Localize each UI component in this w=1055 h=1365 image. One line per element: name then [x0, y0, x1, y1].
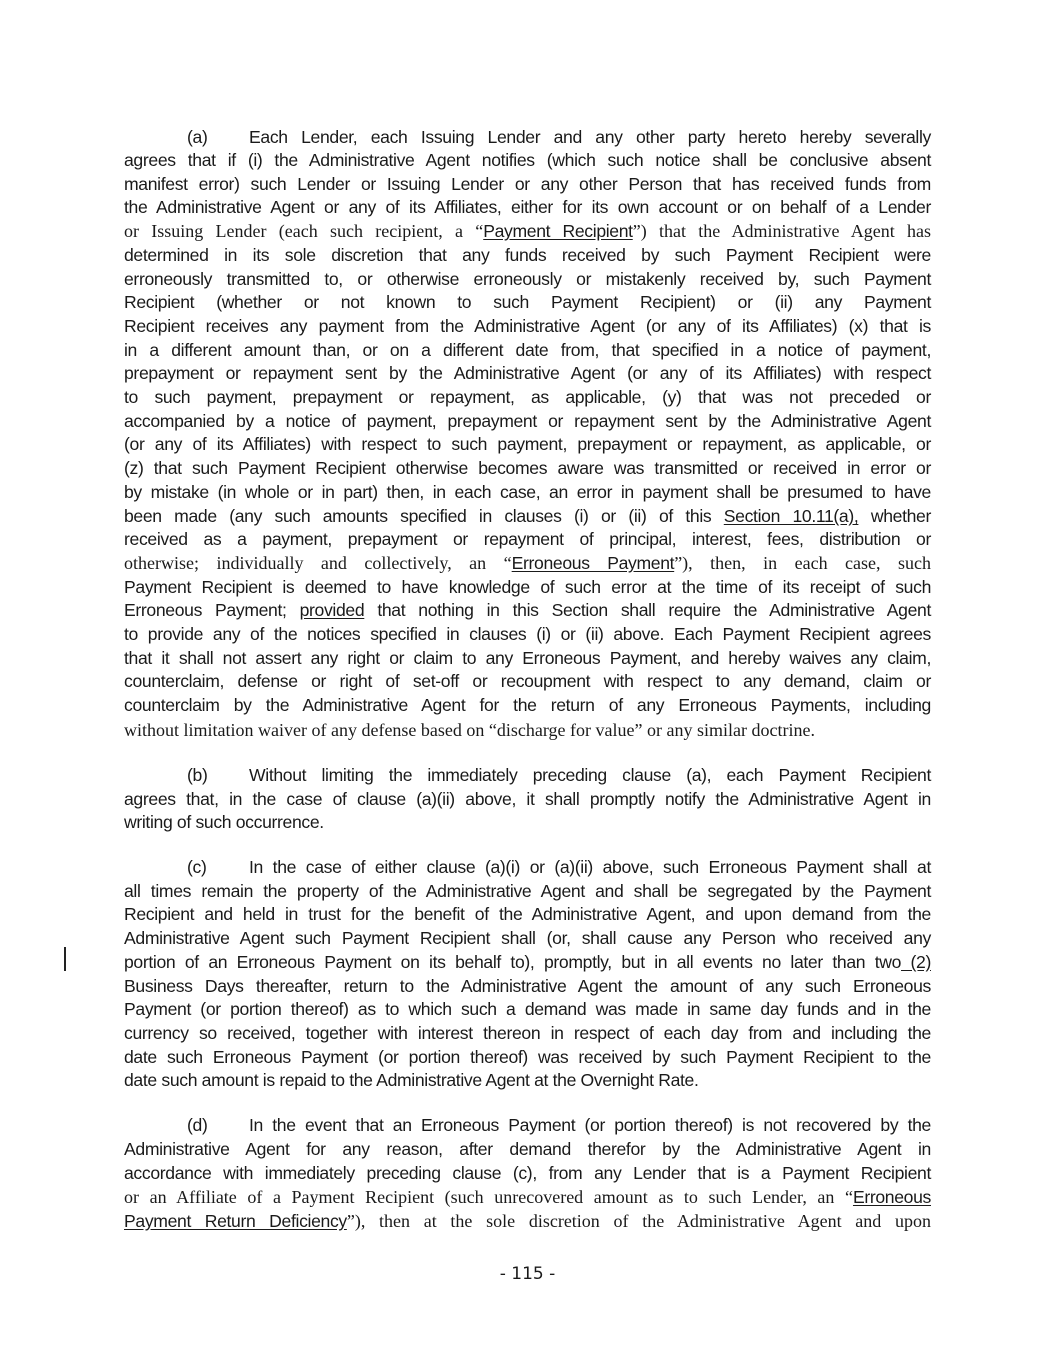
paragraph-c-line: date such Erroneous Payment (or portion thereof) was received by such Payment Recipient to the	[124, 1047, 931, 1067]
paragraph-a-line: Recipient (whether or not known to such Payment Recipient) or (ii) any Payment	[124, 292, 931, 312]
paragraph-c-line: Recipient and held in trust for the benefit of the Administrative Agent, and upon demand from the	[124, 904, 931, 924]
paragraph-a-line: to provide any of the notices specified in clauses (i) or (ii) above. Each Payment Recipient agrees	[124, 624, 931, 644]
paragraph-a-line: or Issuing Lender (each such recipient, a “Payment Recipient”) that the Administrative Agent has	[124, 221, 931, 241]
paragraph-d-line: or an Affiliate of a Payment Recipient (such unrecovered amount as to such Lender, an “Erroneous	[124, 1187, 931, 1207]
paragraph-c-line: currency so received, together with interest thereon in respect of each day from and including the	[124, 1023, 931, 1043]
clause-label: (b)	[187, 765, 208, 785]
paragraph-a-line: Payment Recipient is deemed to have knowledge of such error at the time of its receipt of such	[124, 577, 931, 597]
inserted-text-2: (2)	[901, 952, 931, 972]
paragraph-c-line: (c) In the case of either clause (a)(i) or (a)(ii) above, such Erroneous Payment shall at	[124, 856, 931, 879]
paragraph-d-line: accordance with immediately preceding clause (c), from any Lender that is a Payment Recipient	[124, 1163, 931, 1183]
paragraph-a-line: the Administrative Agent or any of its Affiliates, either for its own account or on behalf of a Lender	[124, 197, 931, 217]
paragraph-a-line: counterclaim, defense or right of set-off or recoupment with respect to any demand, claim or	[124, 671, 931, 691]
paragraph-a-line: without limitation waiver of any defense based on “discharge for value” or any similar doctrine.	[124, 720, 815, 740]
paragraph-a-line: (z) that such Payment Recipient otherwise becomes aware was transmitted or received in error or	[124, 458, 931, 478]
paragraph-a-line: counterclaim by the Administrative Agent for the return of any Erroneous Payments, including	[124, 695, 931, 715]
paragraph-d-line: (d) In the event that an Erroneous Payment (or portion thereof) is not recovered by the	[124, 1114, 931, 1137]
page-number: - 115 -	[499, 1264, 556, 1284]
paragraph-c-line: Business Days thereafter, return to the Administrative Agent the amount of any such Erroneous	[124, 976, 931, 996]
paragraph-a-line: by mistake (in whole or in part) then, in each case, an error in payment shall be presumed to have	[124, 482, 931, 502]
paragraph-a-line: manifest error) such Lender or Issuing Lender or any other Person that has received funds from	[124, 174, 931, 194]
provided-term: provided	[299, 600, 365, 620]
revision-change-bar	[64, 947, 66, 971]
paragraph-a-line: (a) Each Lender, each Issuing Lender and any other party hereto hereby severally	[124, 126, 931, 149]
defined-term-payment-recipient: Payment Recipient	[483, 221, 633, 241]
paragraph-a-line: erroneously transmitted to, or otherwise erroneously or mistakenly received by, such Payment	[124, 269, 931, 289]
paragraph-a-line: (or any of its Affiliates) with respect to such payment, prepayment or repayment, as applicable, or	[124, 434, 931, 454]
paragraph-b-line: (b) Without limiting the immediately preceding clause (a), each Payment Recipient	[124, 764, 931, 787]
clause-label: (c)	[187, 857, 207, 877]
paragraph-a-line: agrees that if (i) the Administrative Agent notifies (which such notice shall be conclusive absent	[124, 150, 931, 170]
paragraph-b-line: agrees that, in the case of clause (a)(ii) above, it shall promptly notify the Administrative Agent in	[124, 789, 931, 809]
paragraph-c-line: portion of an Erroneous Payment on its behalf to), promptly, but in all events no later than two (2)	[124, 952, 931, 972]
defined-term-erroneous-payment: Erroneous Payment	[511, 553, 675, 573]
clause-label: (d)	[187, 1115, 208, 1135]
defined-term-erroneous-payment-return-deficiency: Payment Return Deficiency	[124, 1211, 347, 1231]
paragraph-d-line: Administrative Agent for any reason, after demand therefor by the Administrative Agent in	[124, 1139, 931, 1159]
defined-term-erroneous-payment-return-deficiency: Erroneous	[852, 1187, 931, 1207]
paragraph-a-line: that it shall not assert any right or claim to any Erroneous Payment, and hereby waives any claim,	[124, 648, 931, 668]
paragraph-c-line: Payment (or portion thereof) as to which such a demand was made in same day funds and in the	[124, 999, 931, 1019]
paragraph-a-line: determined in its sole discretion that any funds received by such Payment Recipient were	[124, 245, 931, 265]
paragraph-b-line: writing of such occurrence.	[124, 812, 324, 832]
paragraph-c-line: all times remain the property of the Administrative Agent and shall be segregated by the Payment	[124, 881, 931, 901]
section-reference-link: Section 10.11(a),	[723, 506, 859, 526]
paragraph-c-line: Administrative Agent such Payment Recipient shall (or, shall cause any Person who received any	[124, 928, 931, 948]
paragraph-d-line: Payment Return Deficiency”), then at the sole discretion of the Administrative Agent and upon	[124, 1211, 932, 1231]
paragraph-a-line: Erroneous Payment; provided that nothing in this Section shall require the Administrative Agent	[124, 600, 931, 620]
paragraph-a-line: Recipient receives any payment from the Administrative Agent (or any of its Affiliates) (x) that is	[124, 316, 931, 336]
paragraph-a-line: otherwise; individually and collectively, an “Erroneous Payment”), then, in each case, such	[124, 553, 932, 573]
paragraph-a-line: been made (any such amounts specified in clauses (i) or (ii) of this Section 10.11(a), whether	[124, 506, 932, 526]
paragraph-a-line: to such payment, prepayment or repayment, as applicable, (y) that was not preceded or	[124, 387, 931, 407]
paragraph-c-line: date such amount is repaid to the Administrative Agent at the Overnight Rate.	[124, 1070, 699, 1090]
paragraph-a-line: in a different amount than, or on a different date from, that specified in a notice of payment,	[124, 340, 931, 360]
paragraph-a-line: accompanied by a notice of payment, prepayment or repayment sent by the Administrative Agent	[124, 411, 931, 431]
paragraph-a-line: prepayment or repayment sent by the Administrative Agent (or any of its Affiliates) with respect	[124, 363, 931, 383]
paragraph-a-line: received as a payment, prepayment or repayment of principal, interest, fees, distribution or	[124, 529, 931, 549]
clause-label: (a)	[187, 127, 208, 147]
